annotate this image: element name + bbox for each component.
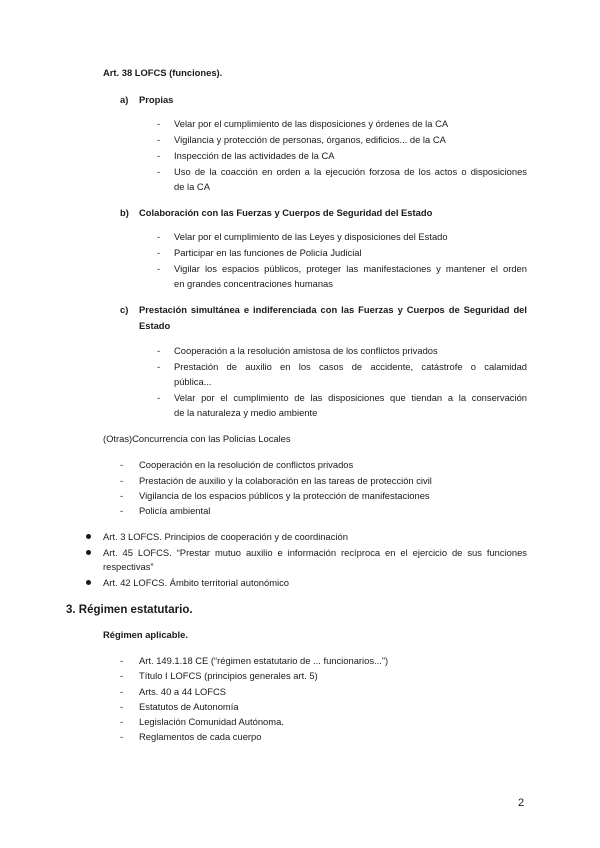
list-item: Velar por el cumplimiento de las Leyes y disposiciones del Estado xyxy=(174,231,448,242)
dash-marker: - xyxy=(157,166,161,177)
list-item: Velar por el cumplimiento de las disposiciones que tiendan a la conservación xyxy=(174,392,527,403)
section3-heading: 3. Régimen estatutario. xyxy=(66,604,193,616)
list-item-continuation: de la naturaleza y medio ambiente xyxy=(174,407,318,418)
dash-marker: - xyxy=(120,670,124,681)
dash-marker: - xyxy=(120,655,124,666)
list-item: Participar en las funciones de Policía Judicial xyxy=(174,247,362,258)
list-item: Estatutos de Autonomía xyxy=(139,701,239,712)
bullet-item: Art. 45 LOFCS. “Prestar mutuo auxilio e información recíproca en el ejercicio de sus funciones xyxy=(103,547,527,558)
list-item-continuation: pública... xyxy=(174,376,212,387)
list-item: Uso de la coacción en orden a la ejecución forzosa de los actos o disposiciones xyxy=(174,166,527,177)
dash-marker: - xyxy=(120,686,124,697)
dash-marker: - xyxy=(157,134,161,145)
list-item: Prestación de auxilio y la colaboración en las tareas de protección civil xyxy=(139,475,432,486)
dash-marker: - xyxy=(120,701,124,712)
bullet-dot xyxy=(86,580,91,585)
dash-marker: - xyxy=(157,263,161,274)
dash-marker: - xyxy=(120,731,124,742)
dash-marker: - xyxy=(157,392,161,403)
section-a-title: Propias xyxy=(139,94,174,105)
section-a-letter: a) xyxy=(120,94,129,105)
dash-marker: - xyxy=(157,345,161,356)
otras-heading: (Otras)Concurrencia con las Policías Locales xyxy=(103,433,291,444)
dash-marker: - xyxy=(120,459,124,470)
list-item: Vigilancia de los espacios públicos y la protección de manifestaciones xyxy=(139,490,430,501)
list-item: Arts. 40 a 44 LOFCS xyxy=(139,686,227,697)
section-c-letter: c) xyxy=(120,304,129,315)
section-c-title: Prestación simultánea e indiferenciada con las Fuerzas y Cuerpos de Seguridad del xyxy=(139,304,527,315)
list-item-continuation: en grandes concentraciones humanas xyxy=(174,278,333,289)
list-item: Prestación de auxilio en los casos de accidente, catástrofe o calamidad xyxy=(174,361,527,372)
list-item: Título I LOFCS (principios generales art. 5) xyxy=(139,670,318,681)
dash-marker: - xyxy=(157,247,161,258)
dash-marker: - xyxy=(120,716,124,727)
art38-heading: Art. 38 LOFCS (funciones). xyxy=(103,67,223,78)
dash-marker: - xyxy=(120,505,124,516)
section-c-title-continuation: Estado xyxy=(139,320,171,331)
dash-marker: - xyxy=(157,118,161,129)
dash-marker: - xyxy=(157,150,161,161)
dash-marker: - xyxy=(120,490,124,501)
section-b-title: Colaboración con las Fuerzas y Cuerpos de Seguridad del Estado xyxy=(139,207,433,218)
section-b-letter: b) xyxy=(120,207,129,218)
list-item: Vigilar los espacios públicos, proteger las manifestaciones y mantener el orden xyxy=(174,263,527,274)
list-item-continuation: de la CA xyxy=(174,181,210,192)
list-item: Art. 149.1.18 CE (“régimen estatutario de ... funcionarios...”) xyxy=(139,655,389,666)
dash-marker: - xyxy=(157,231,161,242)
list-item: Inspección de las actividades de la CA xyxy=(174,150,335,161)
bullet-dot xyxy=(86,534,91,539)
bullet-item: Art. 42 LOFCS. Ámbito territorial autonómico xyxy=(103,577,290,588)
bullet-item-continuation: respectivas” xyxy=(103,561,154,572)
list-item: Legislación Comunidad Autónoma. xyxy=(139,716,284,727)
dash-marker: - xyxy=(157,361,161,372)
list-item: Velar por el cumplimiento de las disposiciones y órdenes de la CA xyxy=(174,118,449,129)
section3-subheading: Régimen aplicable. xyxy=(103,629,188,640)
list-item: Vigilancia y protección de personas, órganos, edificios... de la CA xyxy=(174,134,446,145)
bullet-dot xyxy=(86,550,91,555)
page-number: 2 xyxy=(518,797,525,809)
list-item: Cooperación a la resolución amistosa de los conflictos privados xyxy=(174,345,438,356)
list-item: Policía ambiental xyxy=(139,505,211,516)
dash-marker: - xyxy=(120,475,124,486)
bullet-item: Art. 3 LOFCS. Principios de cooperación y de coordinación xyxy=(103,531,348,542)
list-item: Cooperación en la resolución de conflictos privados xyxy=(139,459,354,470)
list-item: Reglamentos de cada cuerpo xyxy=(139,731,262,742)
